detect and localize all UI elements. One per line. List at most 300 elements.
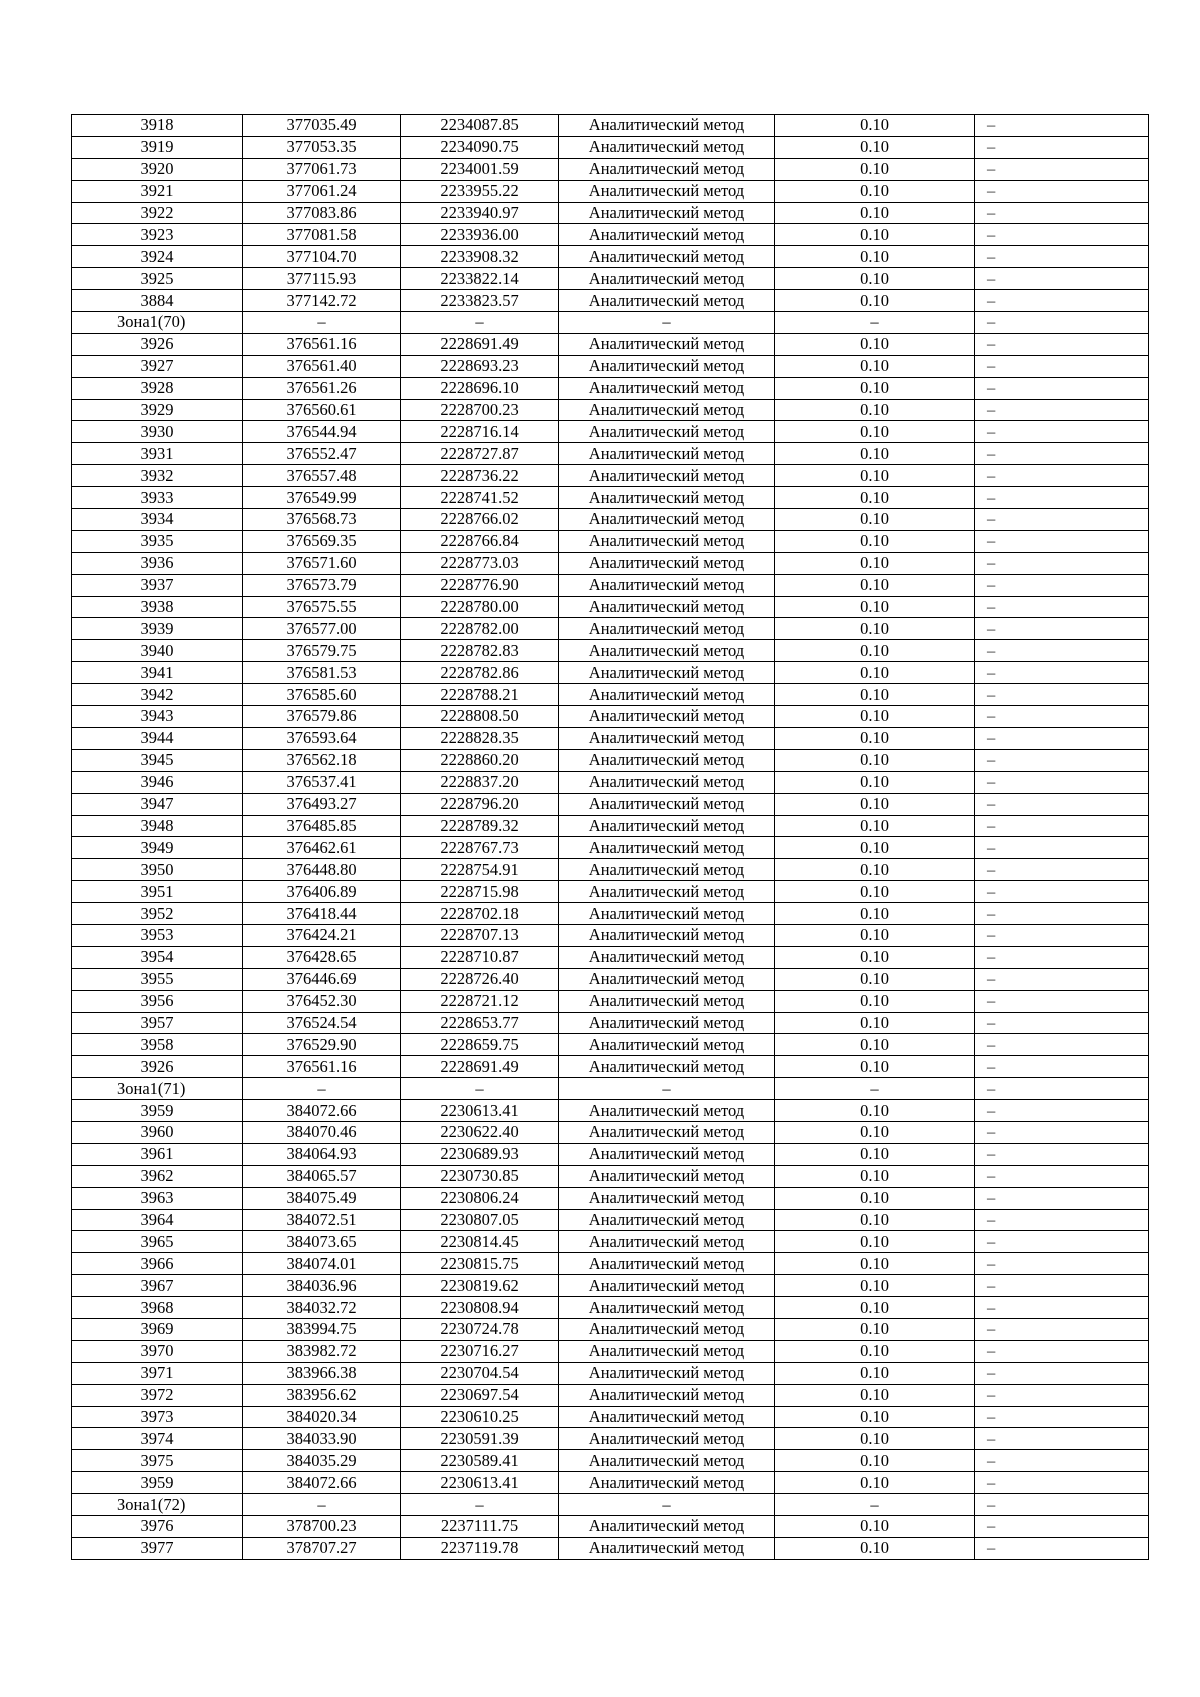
table-row <box>72 837 1149 859</box>
x-coordinate-cell: 377035.49 <box>243 115 401 137</box>
table-row <box>72 487 1149 509</box>
x-coordinate-cell: 377081.58 <box>243 224 401 246</box>
y-coordinate-cell: 2228776.90 <box>401 574 559 596</box>
error-cell: – <box>975 377 1149 399</box>
x-coordinate-cell: 376562.18 <box>243 749 401 771</box>
table-row <box>72 1253 1149 1275</box>
x-coordinate-cell: 376462.61 <box>243 837 401 859</box>
x-coordinate-cell: 376537.41 <box>243 771 401 793</box>
accuracy-cell: 0.10 <box>775 224 975 246</box>
y-coordinate-cell: 2234090.75 <box>401 136 559 158</box>
error-cell: – <box>975 1297 1149 1319</box>
error-cell: – <box>975 552 1149 574</box>
y-coordinate-cell: 2233823.57 <box>401 290 559 312</box>
error-cell: – <box>975 136 1149 158</box>
error-cell: – <box>975 1253 1149 1275</box>
point-number-cell: 3960 <box>72 1121 243 1143</box>
point-number-cell: 3929 <box>72 399 243 421</box>
table-row <box>72 355 1149 377</box>
error-cell: – <box>975 115 1149 137</box>
error-cell: – <box>975 333 1149 355</box>
y-coordinate-cell: 2230806.24 <box>401 1187 559 1209</box>
accuracy-cell: 0.10 <box>775 881 975 903</box>
point-number-cell: 3941 <box>72 662 243 684</box>
accuracy-cell: 0.10 <box>775 246 975 268</box>
table-row <box>72 180 1149 202</box>
x-coordinate-cell: 377142.72 <box>243 290 401 312</box>
point-number-cell: 3924 <box>72 246 243 268</box>
x-coordinate-cell: 377104.70 <box>243 246 401 268</box>
error-cell: – <box>975 1275 1149 1297</box>
y-coordinate-cell: 2228767.73 <box>401 837 559 859</box>
x-coordinate-cell: 384064.93 <box>243 1143 401 1165</box>
point-number-cell: 3920 <box>72 158 243 180</box>
y-coordinate-cell: 2228707.13 <box>401 924 559 946</box>
method-cell: Аналитический метод <box>559 355 775 377</box>
error-cell: – <box>975 574 1149 596</box>
x-coordinate-cell: 376448.80 <box>243 859 401 881</box>
method-cell: Аналитический метод <box>559 136 775 158</box>
x-coordinate-cell: 376493.27 <box>243 793 401 815</box>
y-coordinate-cell: 2237119.78 <box>401 1537 559 1559</box>
point-number-cell: 3962 <box>72 1165 243 1187</box>
error-cell: – <box>975 596 1149 618</box>
point-number-cell: 3976 <box>72 1516 243 1538</box>
point-number-cell: 3963 <box>72 1187 243 1209</box>
y-coordinate-cell: 2228715.98 <box>401 881 559 903</box>
x-coordinate-cell: 376575.55 <box>243 596 401 618</box>
accuracy-cell: 0.10 <box>775 202 975 224</box>
x-coordinate-cell: 376573.79 <box>243 574 401 596</box>
point-number-cell: 3947 <box>72 793 243 815</box>
method-cell: Аналитический метод <box>559 596 775 618</box>
x-coordinate-cell: 376579.86 <box>243 706 401 728</box>
method-cell: Аналитический метод <box>559 859 775 881</box>
accuracy-cell: 0.10 <box>775 377 975 399</box>
error-cell: – <box>975 1187 1149 1209</box>
table-row <box>72 333 1149 355</box>
accuracy-cell: 0.10 <box>775 443 975 465</box>
method-cell: Аналитический метод <box>559 618 775 640</box>
error-cell: – <box>975 1121 1149 1143</box>
accuracy-cell: 0.10 <box>775 1318 975 1340</box>
x-coordinate-cell: 384032.72 <box>243 1297 401 1319</box>
method-cell: Аналитический метод <box>559 771 775 793</box>
y-coordinate-cell: 2230589.41 <box>401 1450 559 1472</box>
x-coordinate-cell: 376406.89 <box>243 881 401 903</box>
point-number-cell: Зона1(70) <box>72 312 243 334</box>
coordinates-table <box>71 114 1149 1560</box>
x-coordinate-cell: 383982.72 <box>243 1340 401 1362</box>
table-row <box>72 202 1149 224</box>
table-row <box>72 115 1149 137</box>
y-coordinate-cell: 2233940.97 <box>401 202 559 224</box>
x-coordinate-cell: 384070.46 <box>243 1121 401 1143</box>
point-number-cell: 3958 <box>72 1034 243 1056</box>
error-cell: – <box>975 1056 1149 1078</box>
error-cell: – <box>975 662 1149 684</box>
x-coordinate-cell: 378700.23 <box>243 1516 401 1538</box>
accuracy-cell: 0.10 <box>775 1034 975 1056</box>
y-coordinate-cell: 2230591.39 <box>401 1428 559 1450</box>
method-cell: Аналитический метод <box>559 180 775 202</box>
y-coordinate-cell: 2228860.20 <box>401 749 559 771</box>
x-coordinate-cell: 376424.21 <box>243 924 401 946</box>
zone-header-row <box>72 1494 1149 1516</box>
table-row <box>72 815 1149 837</box>
y-coordinate-cell: 2230724.78 <box>401 1318 559 1340</box>
point-number-cell: 3933 <box>72 487 243 509</box>
x-coordinate-cell: 376579.75 <box>243 640 401 662</box>
y-coordinate-cell: 2233908.32 <box>401 246 559 268</box>
point-number-cell: 3969 <box>72 1318 243 1340</box>
error-cell: – <box>975 749 1149 771</box>
table-row <box>72 1406 1149 1428</box>
x-coordinate-cell: 376524.54 <box>243 1012 401 1034</box>
table-row <box>72 1297 1149 1319</box>
error-cell: – <box>975 815 1149 837</box>
method-cell: Аналитический метод <box>559 990 775 1012</box>
y-coordinate-cell: 2228700.23 <box>401 399 559 421</box>
method-cell: Аналитический метод <box>559 268 775 290</box>
accuracy-cell: 0.10 <box>775 924 975 946</box>
accuracy-cell: 0.10 <box>775 1231 975 1253</box>
y-coordinate-cell: 2230716.27 <box>401 1340 559 1362</box>
table-row <box>72 990 1149 1012</box>
x-coordinate-cell: 376585.60 <box>243 684 401 706</box>
table-row <box>72 968 1149 990</box>
x-coordinate-cell: 376561.16 <box>243 333 401 355</box>
table-row <box>72 268 1149 290</box>
table-row <box>72 1165 1149 1187</box>
error-cell: – <box>975 924 1149 946</box>
x-coordinate-cell: 384073.65 <box>243 1231 401 1253</box>
table-row <box>72 727 1149 749</box>
accuracy-cell: 0.10 <box>775 815 975 837</box>
table-row <box>72 1472 1149 1494</box>
point-number-cell: 3961 <box>72 1143 243 1165</box>
method-cell: Аналитический метод <box>559 1034 775 1056</box>
accuracy-cell: 0.10 <box>775 793 975 815</box>
table-row <box>72 1121 1149 1143</box>
table-row <box>72 684 1149 706</box>
accuracy-cell: 0.10 <box>775 1275 975 1297</box>
y-coordinate-cell: 2230814.45 <box>401 1231 559 1253</box>
table-row <box>72 596 1149 618</box>
table-row <box>72 1187 1149 1209</box>
method-cell: Аналитический метод <box>559 1165 775 1187</box>
method-cell: Аналитический метод <box>559 574 775 596</box>
x-coordinate-cell: 376593.64 <box>243 727 401 749</box>
x-coordinate-cell: 376561.26 <box>243 377 401 399</box>
accuracy-cell: 0.10 <box>775 596 975 618</box>
point-number-cell: 3931 <box>72 443 243 465</box>
error-cell: – <box>975 990 1149 1012</box>
method-cell: Аналитический метод <box>559 1450 775 1472</box>
x-coordinate-cell: 384020.34 <box>243 1406 401 1428</box>
x-coordinate-cell: 377115.93 <box>243 268 401 290</box>
y-coordinate-cell: 2228808.50 <box>401 706 559 728</box>
point-number-cell: 3959 <box>72 1100 243 1122</box>
point-number-cell: 3965 <box>72 1231 243 1253</box>
method-cell: Аналитический метод <box>559 202 775 224</box>
error-cell: – <box>975 1472 1149 1494</box>
method-cell: Аналитический метод <box>559 640 775 662</box>
error-cell: – <box>975 640 1149 662</box>
point-number-cell: 3959 <box>72 1472 243 1494</box>
error-cell: – <box>975 1165 1149 1187</box>
x-coordinate-cell: 384072.51 <box>243 1209 401 1231</box>
accuracy-cell: 0.10 <box>775 1143 975 1165</box>
table-row <box>72 859 1149 881</box>
table-row <box>72 399 1149 421</box>
error-cell: – <box>975 706 1149 728</box>
y-coordinate-cell: 2228773.03 <box>401 552 559 574</box>
accuracy-cell: 0.10 <box>775 1406 975 1428</box>
error-cell: – <box>975 1012 1149 1034</box>
accuracy-cell: 0.10 <box>775 1384 975 1406</box>
error-cell: – <box>975 1537 1149 1559</box>
error-cell: – <box>975 1078 1149 1100</box>
accuracy-cell: 0.10 <box>775 487 975 509</box>
y-coordinate-cell: 2228766.02 <box>401 509 559 531</box>
point-number-cell: 3951 <box>72 881 243 903</box>
y-coordinate-cell: 2234001.59 <box>401 158 559 180</box>
method-cell: Аналитический метод <box>559 443 775 465</box>
point-number-cell: 3944 <box>72 727 243 749</box>
y-coordinate-cell: – <box>401 1494 559 1516</box>
accuracy-cell: 0.10 <box>775 421 975 443</box>
error-cell: – <box>975 355 1149 377</box>
x-coordinate-cell: 376557.48 <box>243 465 401 487</box>
table-row <box>72 1516 1149 1538</box>
error-cell: – <box>975 793 1149 815</box>
y-coordinate-cell: 2228691.49 <box>401 333 559 355</box>
accuracy-cell: 0.10 <box>775 355 975 377</box>
table-row <box>72 881 1149 903</box>
error-cell: – <box>975 158 1149 180</box>
y-coordinate-cell: 2228721.12 <box>401 990 559 1012</box>
accuracy-cell: 0.10 <box>775 509 975 531</box>
x-coordinate-cell: 376552.47 <box>243 443 401 465</box>
table-row <box>72 1209 1149 1231</box>
accuracy-cell: 0.10 <box>775 640 975 662</box>
point-number-cell: 3968 <box>72 1297 243 1319</box>
y-coordinate-cell: 2230807.05 <box>401 1209 559 1231</box>
y-coordinate-cell: 2228710.87 <box>401 946 559 968</box>
y-coordinate-cell: 2228691.49 <box>401 1056 559 1078</box>
accuracy-cell: 0.10 <box>775 1472 975 1494</box>
error-cell: – <box>975 1362 1149 1384</box>
x-coordinate-cell: 383956.62 <box>243 1384 401 1406</box>
point-number-cell: 3940 <box>72 640 243 662</box>
error-cell: – <box>975 968 1149 990</box>
method-cell: Аналитический метод <box>559 290 775 312</box>
y-coordinate-cell: 2228736.22 <box>401 465 559 487</box>
accuracy-cell: 0.10 <box>775 1428 975 1450</box>
y-coordinate-cell: 2228696.10 <box>401 377 559 399</box>
accuracy-cell: 0.10 <box>775 903 975 925</box>
y-coordinate-cell: 2228741.52 <box>401 487 559 509</box>
y-coordinate-cell: 2230815.75 <box>401 1253 559 1275</box>
y-coordinate-cell: 2228789.32 <box>401 815 559 837</box>
method-cell: Аналитический метод <box>559 968 775 990</box>
accuracy-cell: 0.10 <box>775 749 975 771</box>
error-cell: – <box>975 946 1149 968</box>
table-row <box>72 136 1149 158</box>
table-row <box>72 946 1149 968</box>
point-number-cell: 3950 <box>72 859 243 881</box>
y-coordinate-cell: 2230689.93 <box>401 1143 559 1165</box>
x-coordinate-cell: 376544.94 <box>243 421 401 443</box>
method-cell: Аналитический метод <box>559 421 775 443</box>
point-number-cell: 3936 <box>72 552 243 574</box>
method-cell: Аналитический метод <box>559 1121 775 1143</box>
point-number-cell: 3932 <box>72 465 243 487</box>
x-coordinate-cell: 384033.90 <box>243 1428 401 1450</box>
table-row <box>72 443 1149 465</box>
table-row <box>72 421 1149 443</box>
accuracy-cell: 0.10 <box>775 1056 975 1078</box>
method-cell: – <box>559 312 775 334</box>
method-cell: Аналитический метод <box>559 1516 775 1538</box>
accuracy-cell: 0.10 <box>775 771 975 793</box>
x-coordinate-cell: 376529.90 <box>243 1034 401 1056</box>
y-coordinate-cell: 2237111.75 <box>401 1516 559 1538</box>
method-cell: Аналитический метод <box>559 224 775 246</box>
x-coordinate-cell: 376571.60 <box>243 552 401 574</box>
coordinates-table-body <box>72 115 1149 1560</box>
x-coordinate-cell: 377083.86 <box>243 202 401 224</box>
accuracy-cell: 0.10 <box>775 399 975 421</box>
error-cell: – <box>975 1428 1149 1450</box>
table-row <box>72 1143 1149 1165</box>
point-number-cell: 3918 <box>72 115 243 137</box>
method-cell: Аналитический метод <box>559 662 775 684</box>
y-coordinate-cell: 2233822.14 <box>401 268 559 290</box>
method-cell: Аналитический метод <box>559 530 775 552</box>
error-cell: – <box>975 421 1149 443</box>
x-coordinate-cell: 384072.66 <box>243 1472 401 1494</box>
method-cell: Аналитический метод <box>559 1056 775 1078</box>
table-row <box>72 749 1149 771</box>
method-cell: Аналитический метод <box>559 1297 775 1319</box>
error-cell: – <box>975 903 1149 925</box>
accuracy-cell: 0.10 <box>775 115 975 137</box>
method-cell: Аналитический метод <box>559 1340 775 1362</box>
accuracy-cell: 0.10 <box>775 574 975 596</box>
y-coordinate-cell: 2230613.41 <box>401 1100 559 1122</box>
x-coordinate-cell: 376452.30 <box>243 990 401 1012</box>
y-coordinate-cell: 2228796.20 <box>401 793 559 815</box>
error-cell: – <box>975 684 1149 706</box>
point-number-cell: 3922 <box>72 202 243 224</box>
table-row <box>72 1362 1149 1384</box>
y-coordinate-cell: 2230730.85 <box>401 1165 559 1187</box>
point-number-cell: 3972 <box>72 1384 243 1406</box>
accuracy-cell: 0.10 <box>775 1340 975 1362</box>
x-coordinate-cell: 376549.99 <box>243 487 401 509</box>
method-cell: Аналитический метод <box>559 837 775 859</box>
method-cell: Аналитический метод <box>559 487 775 509</box>
method-cell: Аналитический метод <box>559 1012 775 1034</box>
table-row <box>72 1100 1149 1122</box>
accuracy-cell: 0.10 <box>775 1209 975 1231</box>
table-row <box>72 640 1149 662</box>
error-cell: – <box>975 290 1149 312</box>
y-coordinate-cell: 2230704.54 <box>401 1362 559 1384</box>
x-coordinate-cell: – <box>243 1494 401 1516</box>
accuracy-cell: 0.10 <box>775 333 975 355</box>
error-cell: – <box>975 1209 1149 1231</box>
point-number-cell: 3974 <box>72 1428 243 1450</box>
accuracy-cell: 0.10 <box>775 1537 975 1559</box>
x-coordinate-cell: 377061.24 <box>243 180 401 202</box>
table-row <box>72 903 1149 925</box>
y-coordinate-cell: 2230613.41 <box>401 1472 559 1494</box>
point-number-cell: 3935 <box>72 530 243 552</box>
table-row <box>72 618 1149 640</box>
method-cell: Аналитический метод <box>559 727 775 749</box>
point-number-cell: 3939 <box>72 618 243 640</box>
point-number-cell: 3948 <box>72 815 243 837</box>
x-coordinate-cell: 384072.66 <box>243 1100 401 1122</box>
error-cell: – <box>975 1450 1149 1472</box>
y-coordinate-cell: 2228653.77 <box>401 1012 559 1034</box>
point-number-cell: 3919 <box>72 136 243 158</box>
accuracy-cell: 0.10 <box>775 662 975 684</box>
point-number-cell: 3973 <box>72 1406 243 1428</box>
error-cell: – <box>975 443 1149 465</box>
table-row <box>72 1450 1149 1472</box>
error-cell: – <box>975 1494 1149 1516</box>
point-number-cell: 3970 <box>72 1340 243 1362</box>
accuracy-cell: 0.10 <box>775 1253 975 1275</box>
error-cell: – <box>975 727 1149 749</box>
error-cell: – <box>975 771 1149 793</box>
method-cell: Аналитический метод <box>559 684 775 706</box>
y-coordinate-cell: 2228693.23 <box>401 355 559 377</box>
table-row <box>72 1340 1149 1362</box>
x-coordinate-cell: 384075.49 <box>243 1187 401 1209</box>
accuracy-cell: 0.10 <box>775 946 975 968</box>
point-number-cell: 3975 <box>72 1450 243 1472</box>
point-number-cell: 3952 <box>72 903 243 925</box>
error-cell: – <box>975 180 1149 202</box>
method-cell: Аналитический метод <box>559 749 775 771</box>
error-cell: – <box>975 530 1149 552</box>
point-number-cell: 3971 <box>72 1362 243 1384</box>
accuracy-cell: 0.10 <box>775 1100 975 1122</box>
point-number-cell: 3966 <box>72 1253 243 1275</box>
table-row <box>72 224 1149 246</box>
method-cell: Аналитический метод <box>559 1537 775 1559</box>
error-cell: – <box>975 399 1149 421</box>
accuracy-cell: 0.10 <box>775 180 975 202</box>
point-number-cell: 3934 <box>72 509 243 531</box>
method-cell: Аналитический метод <box>559 793 775 815</box>
accuracy-cell: 0.10 <box>775 552 975 574</box>
x-coordinate-cell: 384035.29 <box>243 1450 401 1472</box>
point-number-cell: 3937 <box>72 574 243 596</box>
table-row <box>72 158 1149 180</box>
x-coordinate-cell: 376446.69 <box>243 968 401 990</box>
method-cell: Аналитический метод <box>559 115 775 137</box>
error-cell: – <box>975 246 1149 268</box>
table-row <box>72 290 1149 312</box>
x-coordinate-cell: 383966.38 <box>243 1362 401 1384</box>
table-row <box>72 509 1149 531</box>
